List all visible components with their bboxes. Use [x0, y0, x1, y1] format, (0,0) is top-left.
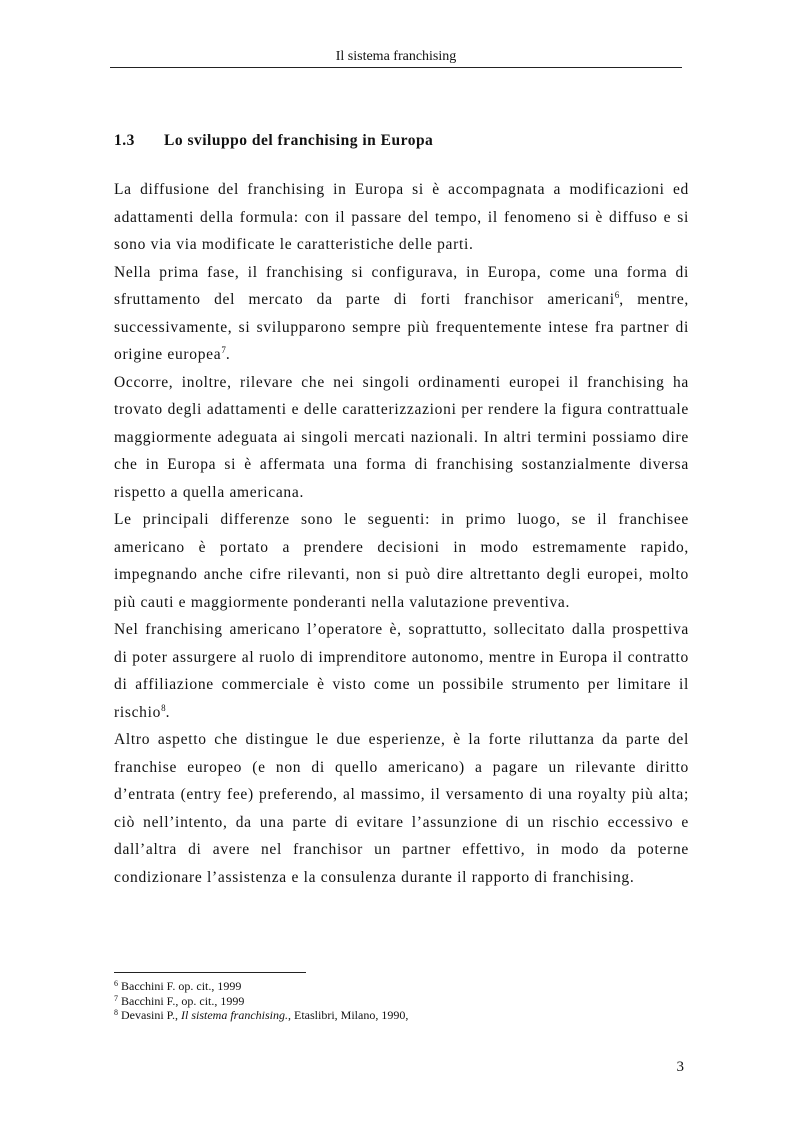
paragraph-4: Le principali differenze sono le seguenti: in primo luogo, se il franchisee americano è portato a prendere decisioni in modo estremamente rapido, impegnando anche cifre rilevanti, non si può dire altrettanto degli europei, molto più cauti e maggiormente ponderanti nella valutazione preventiva. [114, 511, 689, 611]
footnote-number: 6 [114, 979, 118, 988]
page-number: 3 [676, 1059, 684, 1075]
body-text [114, 176, 689, 891]
paragraph-5 [114, 616, 689, 726]
paragraph-5-text-b: . [165, 703, 171, 721]
paragraph-2 [114, 259, 689, 369]
paragraph-3: Occorre, inoltre, rilevare che nei singoli ordinamenti europei il franchising ha trovato degli adattamenti e delle caratterizzazioni per rendere la figura contrattuale maggiormente adeguata ai singoli mercati nazionali. In altri termini possiamo dire che in Europa si è affermata una forma di franchising sostanzialmente diversa rispetto a quella americana. [114, 373, 689, 501]
paragraph-1: La diffusione del franchising in Europa si è accompagnata a modificazioni ed adattamenti della formula: con il passare del tempo, il fenomeno si è diffuso e si sono via via modificate le caratteristiche delle parti. [114, 181, 689, 253]
footnote-text-after: , Etaslibri, Milano, 1990, [288, 1008, 409, 1022]
footnote-8 [114, 1008, 408, 1023]
footnote-book-title: Il sistema franchising. [181, 1008, 288, 1022]
paragraph-2-text-c: . [225, 346, 231, 363]
footnote-ref-8: 8 [161, 702, 166, 713]
footnotes [114, 979, 408, 1023]
footnote-rule [114, 972, 306, 973]
header-rule [110, 67, 682, 68]
paragraph-5-text-a: Nel franchising americano l’operatore è, soprattutto, sollecitato dalla prospettiva di poter assurgere al ruolo di imprenditore autonomo, mentre in Europa il contratto di affiliazione commerciale è visto come un possibile strumento per limitare il rischio [114, 621, 689, 721]
footnote-ref-6: 6 [614, 289, 620, 300]
footnote-number: 7 [114, 993, 118, 1003]
footnote-ref-7: 7 [221, 344, 226, 355]
section-number: 1.3 [114, 132, 135, 149]
paragraph-2-text-b: , mentre, successivamente, si svilupparono sempre più frequentemente intese fra partner di origine europea [114, 291, 689, 363]
footnote-text: Bacchini F., op. cit., 1999 [121, 993, 245, 1008]
section-title: Lo sviluppo del franchising in Europa [164, 132, 434, 149]
running-header: Il sistema franchising [335, 49, 457, 64]
footnote-text-before: Devasini P., [121, 1008, 181, 1022]
footnote-number: 8 [114, 1008, 118, 1017]
footnote-6 [114, 979, 408, 994]
section-heading [114, 131, 433, 151]
paragraph-2-text-a: Nella prima fase, il franchising si configurava, in Europa, come una forma di sfruttamento del mercato da parte di forti franchisor americani [114, 263, 689, 308]
footnote-7 [114, 994, 408, 1009]
paragraph-6: Altro aspetto che distingue le due esperienze, è la forte riluttanza da parte del franchise europeo (e non di quello americano) a pagare un rilevante diritto d’entrata (entry fee) preferendo, al massimo, il versamento di una royalty più alta; ciò nell’intento, da una parte di evitare l’assunzione di un rischio eccessivo e dall’altra di avere nel franchisor un partner effettivo, in modo da poterne condizionare l’assistenza e la consulenza durante il rapporto di franchising. [114, 731, 689, 886]
footnote-text: Bacchini F. op. cit., 1999 [121, 979, 242, 993]
